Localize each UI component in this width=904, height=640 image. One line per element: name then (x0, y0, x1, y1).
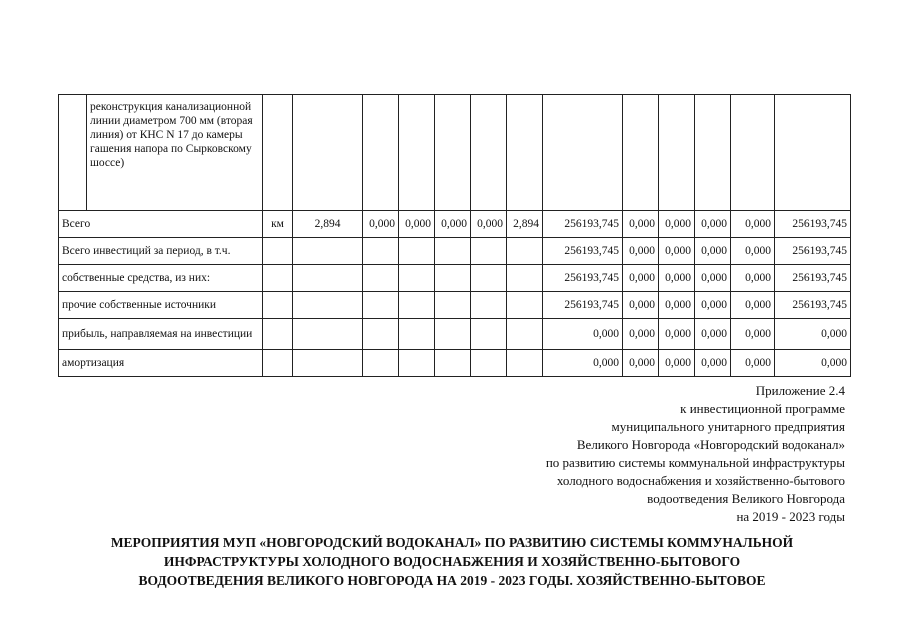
value-cell (435, 350, 471, 377)
value-cell: 0,000 (731, 319, 775, 350)
value-cell: 0,000 (659, 265, 695, 292)
value-cell: 0,000 (731, 265, 775, 292)
value-cell: 0,000 (435, 211, 471, 238)
row-label: Всего (59, 211, 263, 238)
value-cell: 0,000 (659, 238, 695, 265)
value-cell (471, 292, 507, 319)
value-cell: 0,000 (695, 265, 731, 292)
value-cell (293, 265, 363, 292)
unit-cell (263, 265, 293, 292)
value-cell: 0,000 (399, 211, 435, 238)
value-cell: 0,000 (695, 350, 731, 377)
row-label: собственные средства, из них: (59, 265, 263, 292)
value-cell: 0,000 (731, 292, 775, 319)
value-cell: 0,000 (731, 211, 775, 238)
value-cell (507, 292, 543, 319)
table-cell (731, 95, 775, 211)
value-cell (363, 319, 399, 350)
value-cell: 256193,745 (543, 265, 623, 292)
value-cell: 0,000 (731, 238, 775, 265)
value-cell: 0,000 (695, 211, 731, 238)
table-cell (543, 95, 623, 211)
value-cell (293, 319, 363, 350)
value-cell: 256193,745 (775, 238, 851, 265)
value-cell: 256193,745 (775, 292, 851, 319)
value-cell: 0,000 (695, 238, 731, 265)
value-cell: 0,000 (363, 211, 399, 238)
table-cell (659, 95, 695, 211)
value-cell (399, 319, 435, 350)
value-cell (293, 238, 363, 265)
value-cell: 2,894 (507, 211, 543, 238)
value-cell: 2,894 (293, 211, 363, 238)
value-cell: 0,000 (623, 292, 659, 319)
value-cell (507, 265, 543, 292)
table-row (59, 319, 851, 350)
unit-cell (263, 350, 293, 377)
table-cell (435, 95, 471, 211)
value-cell: 0,000 (659, 292, 695, 319)
value-cell: 256193,745 (543, 238, 623, 265)
value-cell (435, 238, 471, 265)
table-cell (263, 95, 293, 211)
table-row (59, 238, 851, 265)
investment-table (58, 94, 851, 377)
heading-line: ВОДООТВЕДЕНИЯ ВЕЛИКОГО НОВГОРОДА НА 2019 - 2023 ГОДЫ. ХОЗЯЙСТВЕННО-БЫТОВОЕ (138, 573, 766, 588)
value-cell (399, 292, 435, 319)
value-cell (435, 292, 471, 319)
unit-cell (263, 319, 293, 350)
value-cell: 0,000 (659, 350, 695, 377)
value-cell (471, 319, 507, 350)
table-row (59, 292, 851, 319)
value-cell: 256193,745 (775, 211, 851, 238)
value-cell (363, 350, 399, 377)
value-cell: 0,000 (659, 319, 695, 350)
table-row (59, 95, 851, 211)
table-cell (363, 95, 399, 211)
value-cell (363, 265, 399, 292)
value-cell (435, 319, 471, 350)
table-cell (399, 95, 435, 211)
value-cell: 0,000 (623, 319, 659, 350)
value-cell (471, 238, 507, 265)
table-row (59, 350, 851, 377)
row-label: прочие собственные источники (59, 292, 263, 319)
table-cell (695, 95, 731, 211)
appendix-line: Приложение 2.4 (755, 383, 845, 398)
heading-line: ИНФРАСТРУКТУРЫ ХОЛОДНОГО ВОДОСНАБЖЕНИЯ И ХОЗЯЙСТВЕННО-БЫТОВОГО (163, 554, 741, 569)
value-cell: 0,000 (623, 238, 659, 265)
appendix-line: Великого Новгорода «Новгородский водоканал» (576, 437, 845, 452)
value-cell: 0,000 (695, 319, 731, 350)
value-cell: 0,000 (775, 350, 851, 377)
value-cell (399, 238, 435, 265)
appendix-line: водоотведения Великого Новгорода (647, 491, 845, 506)
unit-cell: км (263, 211, 293, 238)
value-cell: 0,000 (543, 319, 623, 350)
row-label: прибыль, направляемая на инвестиции (59, 319, 263, 350)
value-cell: 0,000 (695, 292, 731, 319)
heading-line: МЕРОПРИЯТИЯ МУП «НОВГОРОДСКИЙ ВОДОКАНАЛ» ПО РАЗВИТИЮ СИСТЕМЫ КОММУНАЛЬНОЙ (110, 535, 794, 550)
value-cell: 0,000 (623, 265, 659, 292)
value-cell (293, 350, 363, 377)
value-cell: 0,000 (775, 319, 851, 350)
value-cell (399, 350, 435, 377)
value-cell (507, 238, 543, 265)
table-row (59, 211, 851, 238)
value-cell (507, 319, 543, 350)
value-cell: 256193,745 (543, 211, 623, 238)
value-cell (363, 238, 399, 265)
unit-cell (263, 292, 293, 319)
row-label: амортизация (59, 350, 263, 377)
table-cell (293, 95, 363, 211)
value-cell: 0,000 (543, 350, 623, 377)
value-cell (507, 350, 543, 377)
value-cell: 0,000 (731, 350, 775, 377)
value-cell (399, 265, 435, 292)
appendix-line: к инвестиционной программе (680, 401, 845, 416)
appendix-line: холодного водоснабжения и хозяйственно-бытового (556, 473, 845, 488)
table-cell (775, 95, 851, 211)
value-cell: 0,000 (623, 211, 659, 238)
value-cell: 256193,745 (543, 292, 623, 319)
row-label: Всего инвестиций за период, в т.ч. (59, 238, 263, 265)
appendix-line: на 2019 - 2023 годы (736, 509, 845, 524)
project-description: реконструкция канализационной линии диаметром 700 мм (вторая линия) от КНС N 17 до камеры гашения напора по Сырковскому шоссе) (87, 95, 263, 211)
value-cell: 0,000 (623, 350, 659, 377)
table-cell (471, 95, 507, 211)
value-cell (471, 350, 507, 377)
appendix-line: по развитию системы коммунальной инфраструктуры (545, 455, 845, 470)
value-cell (435, 265, 471, 292)
value-cell (363, 292, 399, 319)
section-heading (40, 533, 864, 590)
table-cell (59, 95, 87, 211)
value-cell: 0,000 (471, 211, 507, 238)
value-cell: 256193,745 (775, 265, 851, 292)
table-cell (507, 95, 543, 211)
table-cell (623, 95, 659, 211)
appendix-caption (546, 382, 845, 526)
unit-cell (263, 238, 293, 265)
table-row (59, 265, 851, 292)
value-cell: 0,000 (659, 211, 695, 238)
appendix-line: муниципального унитарного предприятия (611, 419, 845, 434)
value-cell (293, 292, 363, 319)
value-cell (471, 265, 507, 292)
